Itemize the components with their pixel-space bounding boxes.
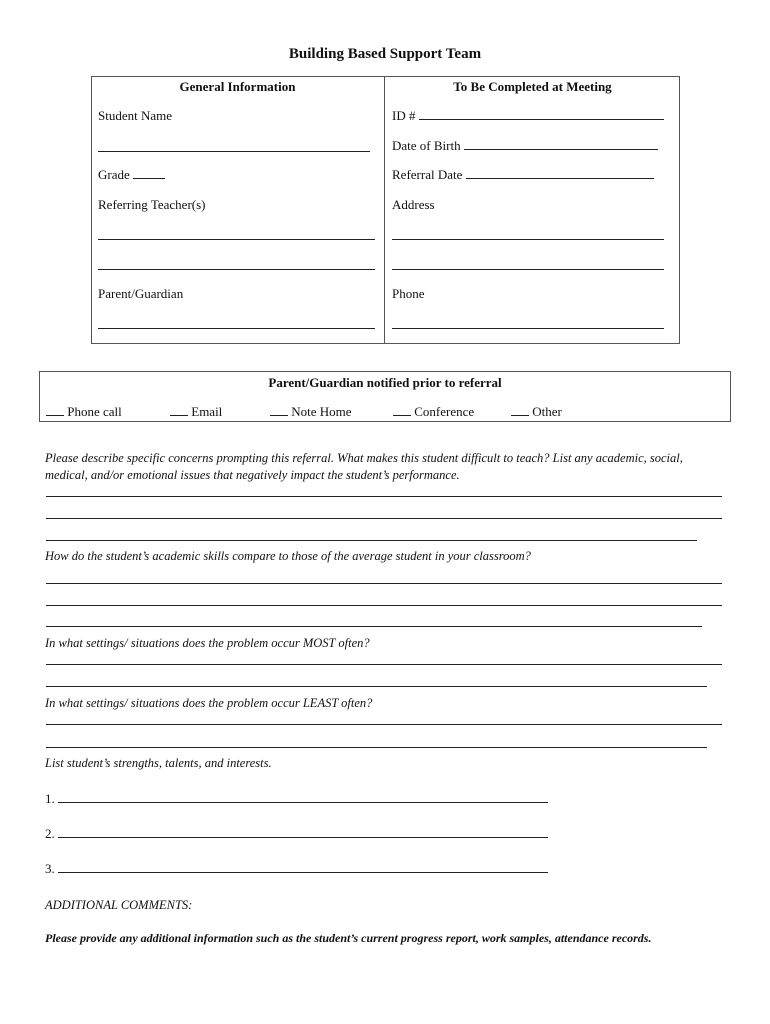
option-email[interactable] [170,404,222,420]
concerns-line-3[interactable] [46,540,697,541]
additional-comments-heading: ADDITIONAL COMMENTS: [45,898,193,912]
option-note-home[interactable] [270,404,352,420]
most-line-2[interactable] [46,686,707,687]
phone-call-label: Phone call [67,404,122,419]
referral-date-row [392,167,654,183]
strength-field-2[interactable] [58,826,548,838]
dob-row [392,138,658,154]
phone-field[interactable] [392,328,664,329]
strengths-question: List student’s strengths, talents, and interests. [45,756,272,770]
least-line-1[interactable] [46,724,722,725]
phone-call-checkbox[interactable] [46,404,64,416]
parent-guardian-label: Parent/Guardian [98,286,184,301]
referring-teacher-label: Referring Teacher(s) [98,197,206,212]
id-label: ID # [392,108,416,123]
academic-line-2[interactable] [46,605,722,606]
least-line-2[interactable] [46,747,707,748]
strength-number: 1. [45,791,55,806]
conference-checkbox[interactable] [393,404,411,416]
dob-label: Date of Birth [392,138,461,153]
academic-question: How do the student’s academic skills compare to those of the average student in your classroom? [45,549,531,563]
academic-line-1[interactable] [46,583,722,584]
strength-field-3[interactable] [58,861,548,873]
strength-field-1[interactable] [58,791,548,803]
address-field-1[interactable] [392,239,664,240]
strength-item-3 [45,861,548,877]
parent-guardian-field[interactable] [98,328,375,329]
concerns-line-2[interactable] [46,518,722,519]
most-question: In what settings/ situations does the problem occur MOST often? [45,636,370,650]
student-name-label: Student Name [98,108,173,123]
referral-date-label: Referral Date [392,167,463,182]
conference-label: Conference [414,404,475,419]
notification-heading: Parent/Guardian notified prior to referral [268,375,502,390]
referral-date-field[interactable] [466,167,654,179]
strength-number: 3. [45,861,55,876]
strength-item-1 [45,791,548,807]
other-label: Other [532,404,562,419]
info-table-divider [384,76,385,344]
strength-item-2 [45,826,548,842]
concerns-line-1[interactable] [46,496,722,497]
address-field-2[interactable] [392,269,664,270]
referring-teacher-field-2[interactable] [98,269,375,270]
strength-number: 2. [45,826,55,841]
most-line-1[interactable] [46,664,722,665]
general-info-heading: General Information [179,79,296,94]
id-row [392,108,664,124]
email-label: Email [191,404,223,419]
id-field[interactable] [419,108,664,120]
address-label: Address [392,197,435,212]
dob-field[interactable] [464,138,658,150]
least-question: In what settings/ situations does the problem occur LEAST often? [45,696,373,710]
student-name-field[interactable] [98,151,370,152]
grade-field[interactable] [133,167,165,179]
page-title: Building Based Support Team [288,46,482,62]
referring-teacher-field-1[interactable] [98,239,375,240]
phone-label: Phone [392,286,425,301]
option-conference[interactable] [393,404,474,420]
email-checkbox[interactable] [170,404,188,416]
other-checkbox[interactable] [511,404,529,416]
grade-label: Grade [98,167,130,182]
option-phone-call[interactable] [46,404,122,420]
concerns-question: Please describe specific concerns prompting this referral. What makes this student difficult to teach? List any academic, social, medical, and/or emotional issues that negatively impact the student’s performance. [45,451,683,482]
meeting-heading: To Be Completed at Meeting [453,79,612,94]
option-other[interactable] [511,404,562,420]
note-home-label: Note Home [291,404,352,419]
note-home-checkbox[interactable] [270,404,288,416]
grade-row [98,167,165,183]
academic-line-3[interactable] [46,626,702,627]
additional-comments-note: Please provide any additional information such as the student’s current progress report, work samples, attendance records. [45,931,652,945]
